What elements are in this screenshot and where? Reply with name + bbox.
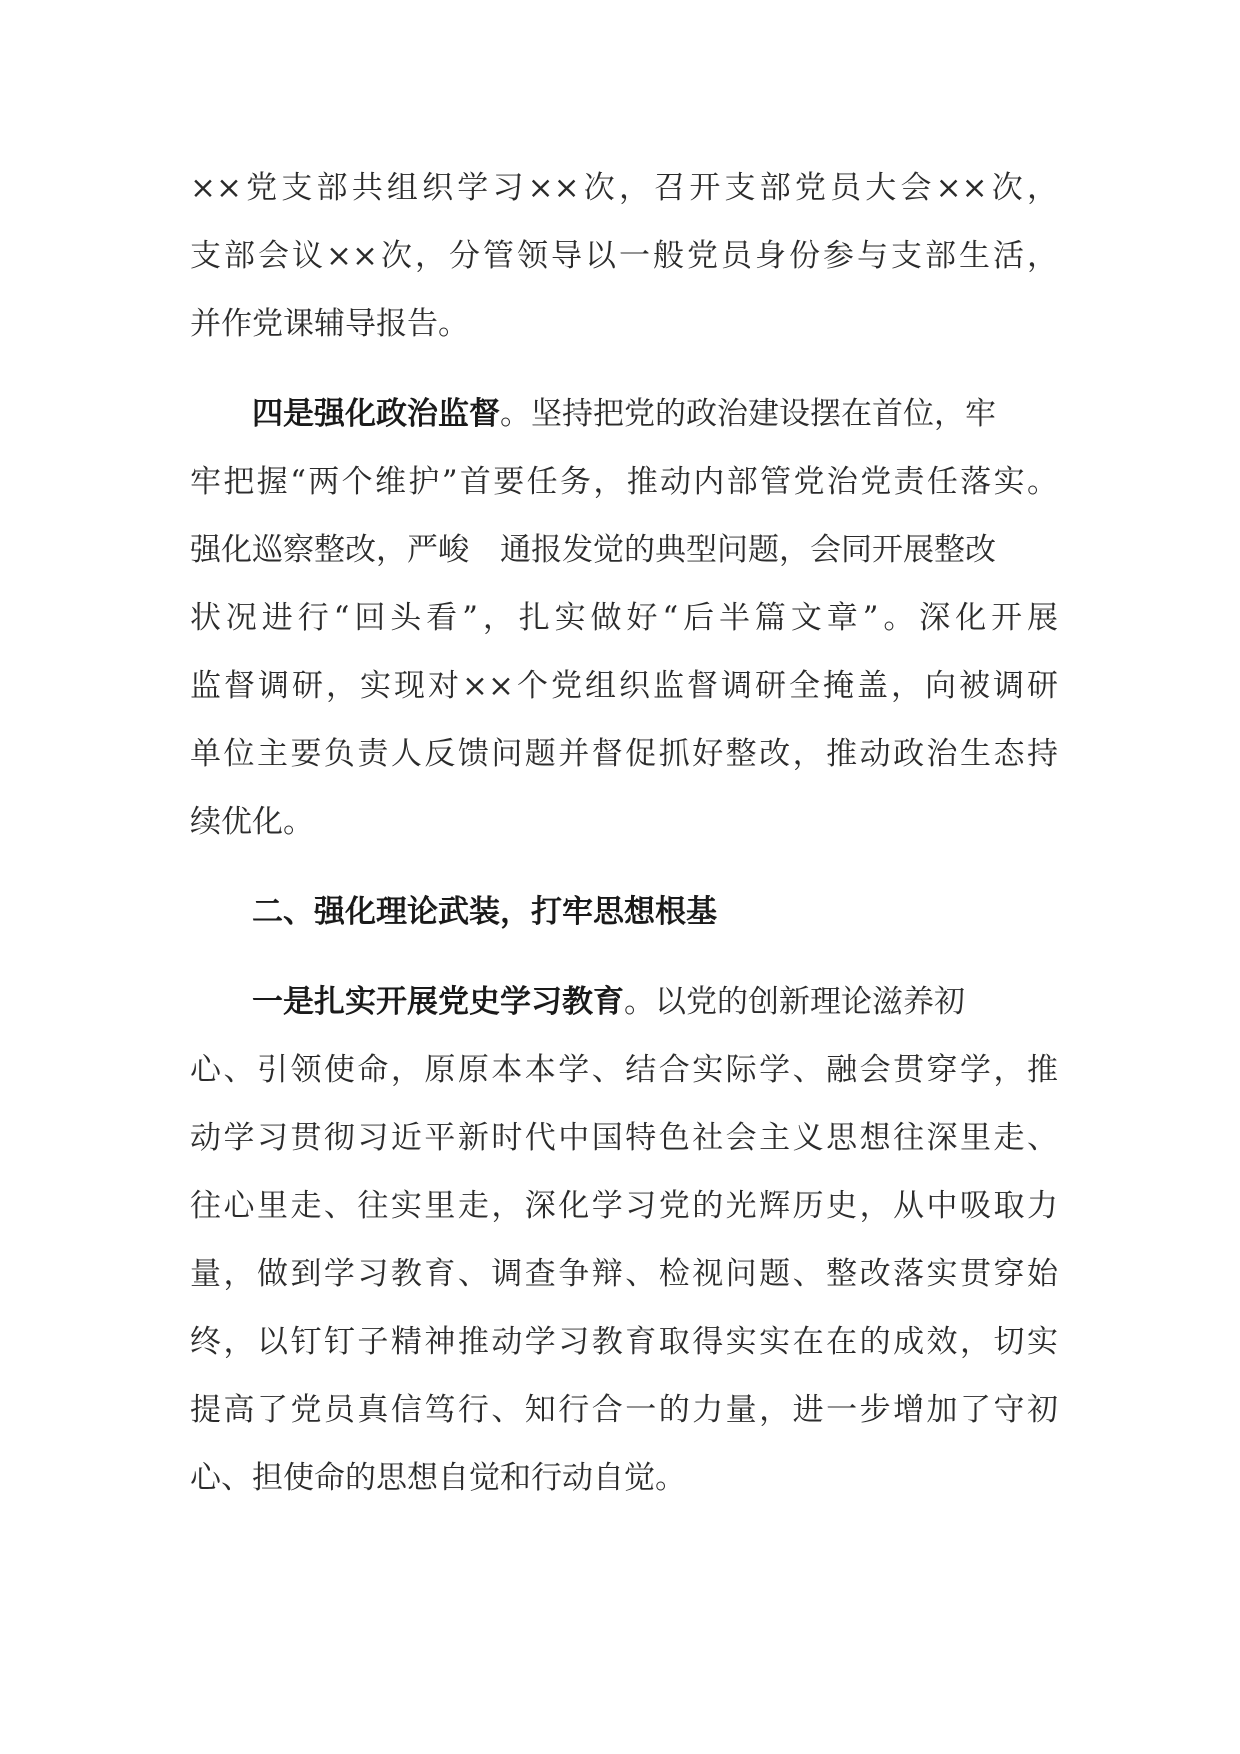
document-body <box>190 154 1058 1512</box>
section-heading: 二、强化理论武装，打牢思想根基 <box>252 894 717 930</box>
paragraph-first-line-text: 。以党的创新理论滋养初 <box>624 984 965 1020</box>
paragraph-lead: 一是扎实开展党史学习教育 <box>252 984 624 1020</box>
paragraph-line: 提高了党员真信笃行、知行合一的力量，进一步增加了守初 <box>190 1392 1058 1428</box>
paragraph-line: 量，做到学习教育、调查争辩、检视问题、整改落实贯穿始 <box>190 1256 1058 1292</box>
paragraph-2 <box>190 380 1058 856</box>
paragraph-line: 续优化。 <box>190 804 314 840</box>
paragraph-line: 监督调研，实现对××个党组织监督调研全掩盖，向被调研 <box>190 668 1058 704</box>
paragraph-line: ××党支部共组织学习××次，召开支部党员大会××次， <box>190 170 1058 206</box>
paragraph-line: 动学习贯彻习近平新时代中国特色社会主义思想往深里走、 <box>190 1120 1058 1156</box>
paragraph-lead: 四是强化政治监督 <box>252 396 500 432</box>
paragraph-line: 终，以钉钉子精神推动学习教育取得实实在在的成效，切实 <box>190 1324 1058 1360</box>
paragraph-first-line-text: 。坚持把党的政治建设摆在首位，牢 <box>500 396 996 432</box>
paragraph-line: 强化巡察整改，严峻 通报发觉的典型问题，会同开展整改 <box>190 532 996 568</box>
paragraph-line: 牢把握“两个维护”首要任务，推动内部管党治党责任落实。 <box>190 464 1058 500</box>
paragraph-line: 支部会议××次，分管领导以一般党员身份参与支部生活， <box>190 238 1058 274</box>
paragraph-line: 并作党课辅导报告。 <box>190 306 469 342</box>
paragraph-first-line <box>190 968 1058 1036</box>
paragraph-line: 心、担使命的思想自觉和行动自觉。 <box>190 1460 686 1496</box>
paragraph-line: 往心里走、往实里走，深化学习党的光辉历史，从中吸取力 <box>190 1188 1058 1224</box>
paragraph-line: 单位主要负责人反馈问题并督促抓好整改，推动政治生态持 <box>190 736 1058 772</box>
paragraph-3 <box>190 968 1058 1512</box>
paragraph-line: 心、引领使命，原原本本学、结合实际学、融会贯穿学，推 <box>190 1052 1058 1088</box>
paragraph-first-line <box>190 380 1058 448</box>
paragraph-line: 状况进行“回头看”，扎实做好“后半篇文章”。深化开展 <box>190 600 1058 636</box>
paragraph-1 <box>190 154 1058 358</box>
